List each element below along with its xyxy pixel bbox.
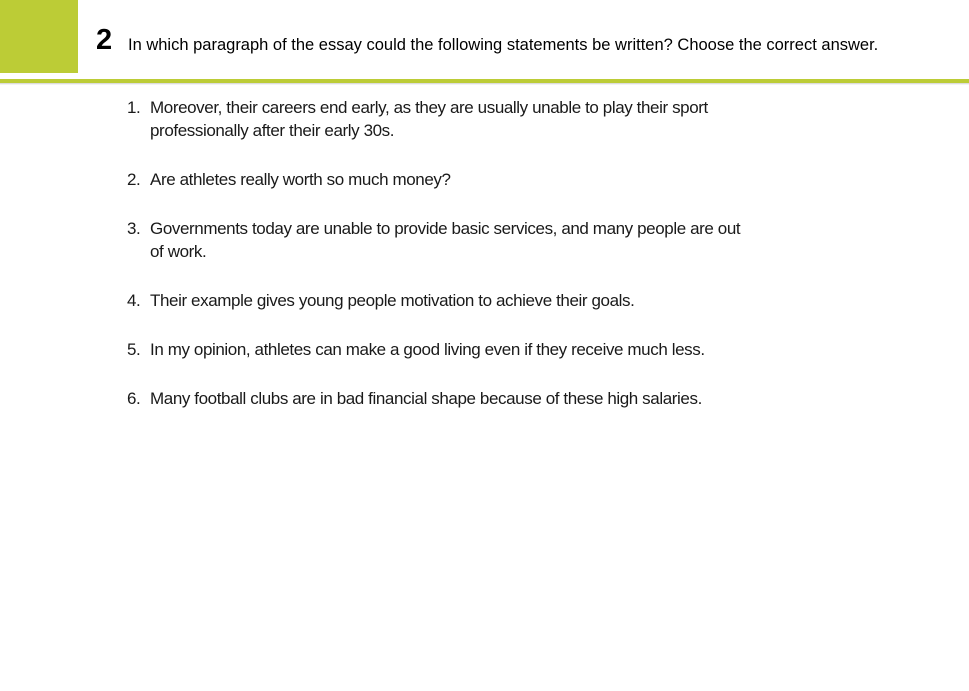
statement-list: [127, 96, 747, 436]
statement-number: 6.: [127, 389, 141, 408]
statement-number: 3.: [127, 219, 141, 238]
header-divider-shadow: [0, 83, 969, 85]
accent-block: [0, 0, 78, 73]
exercise-instruction: In which paragraph of the essay could the following statements be written? Choose the correct answer.: [128, 36, 879, 54]
statement-text: In my opinion, athletes can make a good living even if they receive much less.: [150, 340, 705, 359]
exercise-number: 2: [96, 24, 113, 56]
statement-number: 4.: [127, 291, 141, 310]
statement-text: Governments today are unable to provide basic services, and many people are out of work.: [150, 219, 741, 261]
statement-text: Their example gives young people motivation to achieve their goals.: [150, 291, 635, 310]
statement-item-5: [127, 338, 747, 361]
statement-number: 2.: [127, 170, 141, 189]
statement-item-1: [127, 96, 747, 142]
statement-item-2: [127, 168, 747, 191]
statement-number: 5.: [127, 340, 141, 359]
statement-item-6: [127, 387, 747, 410]
statement-number: 1.: [127, 98, 141, 117]
statement-text: Many football clubs are in bad financial shape because of these high salaries.: [150, 389, 702, 408]
statement-item-4: [127, 289, 747, 312]
statement-text: Are athletes really worth so much money?: [150, 170, 451, 189]
statement-text: Moreover, their careers end early, as they are usually unable to play their sport professionally after their early 30s.: [150, 98, 708, 140]
statement-item-3: [127, 217, 747, 263]
